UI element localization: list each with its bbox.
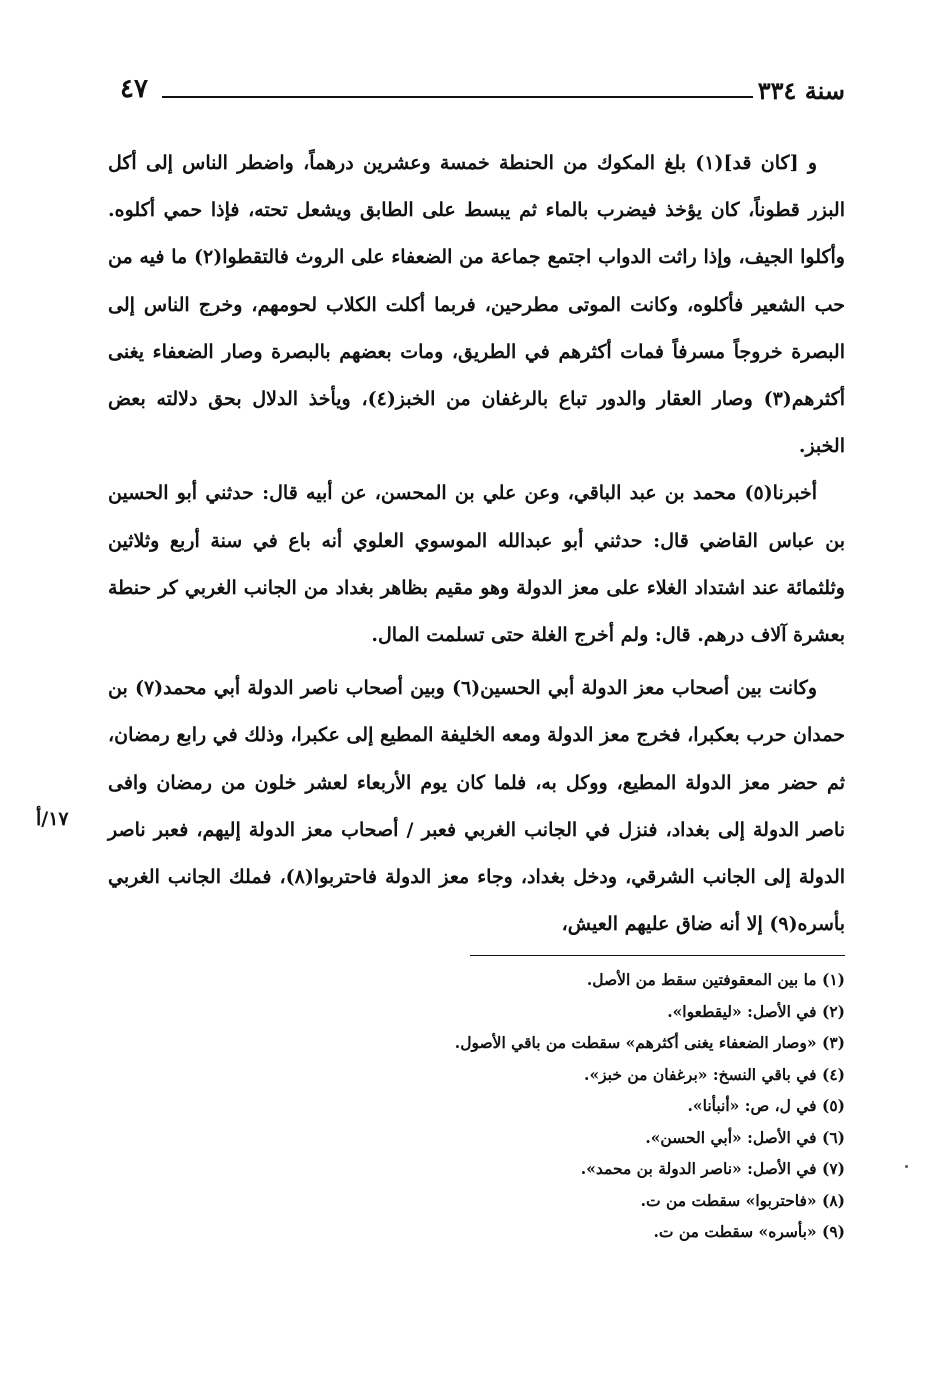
paragraph-battle: وكانت بين أصحاب معز الدولة أبي الحسين(٦) وبين أصحاب ناصر الدولة أبي محمد(٧) بن حمدان حرب بعكبرا، فخرج معز الدولة ومعه الخليفة المطيع إلى عكبرا، وذلك في رابع رمضان، ثم حضر معز الدولة المطيع، ووكل به، فلما كان يوم الأربعاء لعشر خلون من رمضان وافى ناصر الدولة إلى بغداد، فنزل في الجانب الغربي فعبر / أصحاب معز الدولة إليهم، فعبر ناصر الدولة إلى الجانب الشرقي، ودخل بغداد، وجاء معز الدولة فاحتربوا(٨)، فملك الجانب الغربي بأسره(٩) إلا أنه ضاق عليهم العيش، <box>108 677 846 936</box>
header-rule <box>162 96 753 98</box>
page-number: ٤٧ <box>120 74 148 104</box>
footnote-item: (٥) في ل، ص: «أنبأنا». <box>687 1096 845 1115</box>
footnote-separator <box>470 955 845 956</box>
footnotes <box>285 964 845 1248</box>
footnote-item: (١) ما بين المعقوفتين سقط من الأصل. <box>586 970 845 989</box>
paragraph-narration: أخبرنا(٥) محمد بن عبد الباقي، وعن علي بن المحسن، عن أبيه قال: حدثني أبو الحسين بن عباس القاضي قال: حدثني أبو عبدالله الموسوي العلوي أنه باع في سنة أربع وثلاثين وثلثمائة عند اشتداد الغلاء على معز الدولة وهو مقيم بظاهر بغداد من الجانب الغربي كر حنطة بعشرة آلاف درهم. قال: ولم أخرج الغلة حتى تسلمت المال. <box>108 482 845 647</box>
paragraph-famine: و [كان قد](١) بلغ المكوك من الحنطة خمسة وعشرين درهماً، واضطر الناس إلى أكل البزر قطوناً، كان يؤخذ فيضرب بالماء ثم يبسط على الطابق ويشعل تحته، فإذا حمي أكلوه. وأكلوا الجيف، وإذا راثت الدواب اجتمع جماعة من الضعفاء على الروث فالتقطوا(٢) ما فيه من حب الشعير فأكلوه، وكانت الموتى مطرحين، فربما أكلت الكلاب لحومهم، وخرج الناس إلى البصرة خروجاً مسرفاً فمات أكثرهم في الطريق، ومات بعضهم بالبصرة وصار الضعفاء يغنى أكثرهم(٣) وصار العقار والدور تباع بالرغفان من الخبز(٤)، ويأخذ الدلال بحق دلالته بعض الخبز. <box>108 152 845 458</box>
footnote-item: (٢) في الأصل: «ليقطعوا». <box>667 1001 845 1021</box>
footnote-item: (٩) «بأسره» سقطت من ت. <box>653 1222 845 1241</box>
manuscript-folio-note: ١٧/أ <box>36 808 69 830</box>
footnote-item: (٤) في باقي النسخ: «برغفان من خبز». <box>584 1064 845 1084</box>
running-head-year: سنة ٣٣٤ <box>757 76 845 105</box>
main-text <box>108 140 845 948</box>
footnote-item: (٣) «وصار الضعفاء يغنى أكثرهم» سقطت من باقي الأصول. <box>454 1033 845 1052</box>
footnote-item: (٨) «فاحتربوا» سقطت من ت. <box>640 1190 845 1210</box>
footnote-item: (٧) في الأصل: «ناصر الدولة بن محمد». <box>580 1159 845 1178</box>
page-header <box>120 72 845 112</box>
scan-speck <box>905 1165 908 1168</box>
footnote-item: (٦) في الأصل: «أبي الحسن». <box>645 1127 845 1147</box>
